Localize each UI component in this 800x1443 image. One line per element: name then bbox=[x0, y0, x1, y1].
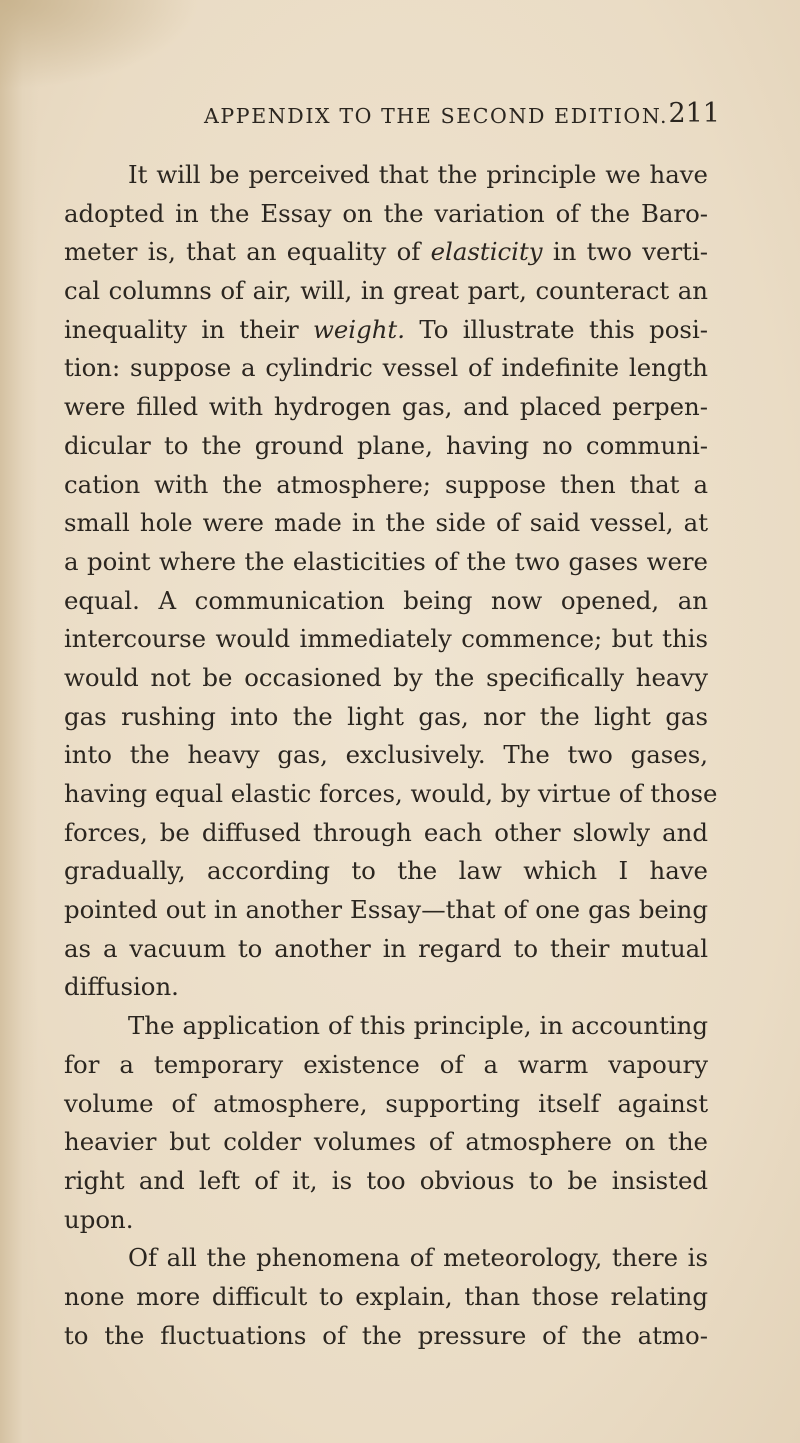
text-line: upon. bbox=[64, 1204, 134, 1234]
text-line: diffusion. bbox=[64, 972, 179, 1002]
text-line: heavier but colder volumes of atmosphere on the bbox=[64, 1127, 708, 1157]
text-line: intercourse would immediately commence; but this bbox=[64, 624, 708, 654]
text-line: Of all the phenomena of meteorology, there is bbox=[128, 1243, 708, 1273]
page-corner-stain bbox=[0, 0, 200, 90]
text-line: forces, be diffused through each other slowly and bbox=[64, 817, 708, 847]
text-line: were filled with hydrogen gas, and placed perpen- bbox=[64, 392, 708, 422]
text-line: tion: suppose a cylindric vessel of indefinite length bbox=[64, 353, 708, 383]
italic-word: weight. bbox=[312, 314, 405, 344]
text-line: equal. A communication being now opened, an bbox=[64, 585, 708, 615]
text-line: to the fluctuations of the pressure of the atmo- bbox=[64, 1320, 708, 1350]
text-line: would not be occasioned by the specifically heavy bbox=[64, 662, 708, 692]
text-line: inequality in their weight. To illustrate this posi- bbox=[64, 314, 708, 344]
text-line: dicular to the ground plane, having no communi- bbox=[64, 430, 708, 460]
page-gutter-shadow bbox=[0, 0, 38, 1443]
text-line: pointed out in another Essay—that of one gas being bbox=[64, 895, 708, 925]
italic-word: elasticity bbox=[430, 237, 543, 267]
text-line: cation with the atmosphere; suppose then that a bbox=[64, 469, 708, 499]
text-line: a point where the elasticities of the two gases were bbox=[64, 546, 708, 576]
text-line: gas rushing into the light gas, nor the light gas bbox=[64, 701, 708, 731]
text-line: having equal elastic forces, would, by virtue of those bbox=[64, 779, 718, 808]
text-line: into the heavy gas, exclusively. The two gases, bbox=[64, 740, 708, 770]
text-line: volume of atmosphere, supporting itself against bbox=[64, 1088, 708, 1118]
body-text bbox=[64, 156, 718, 1355]
text-line: for a temporary existence of a warm vapoury bbox=[64, 1049, 708, 1079]
text-line: as a vacuum to another in regard to their mutual bbox=[64, 933, 708, 963]
text-line: cal columns of air, will, in great part, counteract an bbox=[64, 276, 708, 306]
text-line: gradually, according to the law which I have bbox=[64, 856, 708, 886]
text-line: small hole were made in the side of said vessel, at bbox=[64, 508, 708, 538]
page-header bbox=[204, 98, 720, 138]
running-title: APPENDIX TO THE SECOND EDITION. bbox=[204, 104, 669, 128]
page-number: 211 bbox=[668, 98, 720, 129]
text-line: It will be perceived that the principle we have bbox=[128, 160, 708, 189]
text-line: meter is, that an equality of elasticity in two verti- bbox=[64, 237, 708, 267]
text-line: none more difficult to explain, than those relating bbox=[64, 1281, 708, 1311]
text-line: right and left of it, is too obvious to be insisted bbox=[64, 1165, 708, 1195]
text-line: adopted in the Essay on the variation of the Baro- bbox=[64, 198, 708, 228]
text-line: The application of this principle, in accounting bbox=[128, 1011, 708, 1041]
